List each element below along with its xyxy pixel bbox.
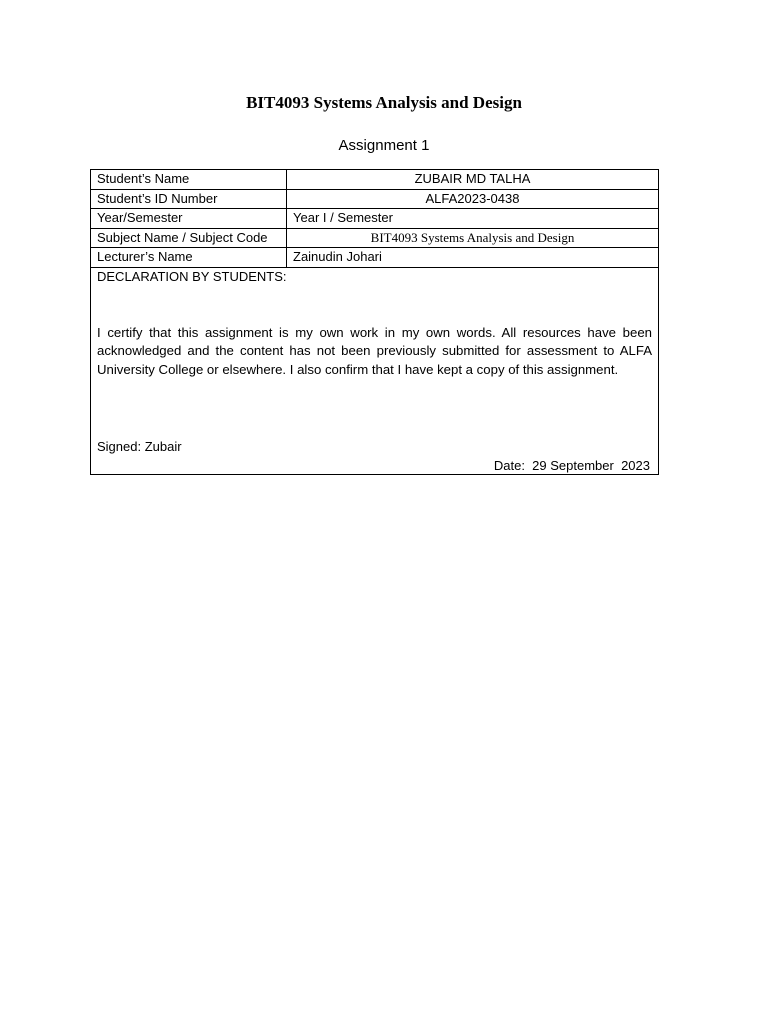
declaration-text: I certify that this assignment is my own work in my own words. All resources have been acknowledged and the content has not been previously submitted for assessment to ALFA University College or elsewhere. I also confirm that I have kept a copy of this assignment.: [97, 324, 652, 377]
declaration-heading: DECLARATION BY STUDENTS:: [97, 268, 287, 284]
table-row-student-id: [91, 189, 659, 209]
declaration-section: [91, 267, 659, 474]
lecturer-value: Zainudin Johari: [287, 248, 659, 268]
cover-info-table: [90, 169, 659, 475]
year-semester-label: Year/Semester: [91, 209, 287, 229]
table-row-year-semester: [91, 209, 659, 229]
table-row-student-name: [91, 170, 659, 190]
subject-value: BIT4093 Systems Analysis and Design: [287, 228, 659, 248]
subject-label: Subject Name / Subject Code: [91, 228, 287, 248]
declaration-date: Date: 29 September 2023: [493, 457, 650, 473]
table-row-declaration: [91, 267, 659, 474]
page-title: BIT4093 Systems Analysis and Design: [246, 93, 522, 112]
year-semester-value: Year I / Semester: [287, 209, 659, 229]
table-row-lecturer: [91, 248, 659, 268]
student-id-label: Student’s ID Number: [91, 189, 287, 209]
page-subtitle: Assignment 1: [338, 137, 430, 154]
student-name-value: ZUBAIR MD TALHA: [287, 170, 659, 190]
student-id-value: ALFA2023-0438: [287, 189, 659, 209]
student-name-label: Student’s Name: [91, 170, 287, 190]
table-row-subject: [91, 228, 659, 248]
declaration-signature: Signed: Zubair: [97, 438, 182, 454]
lecturer-label: Lecturer’s Name: [91, 248, 287, 268]
